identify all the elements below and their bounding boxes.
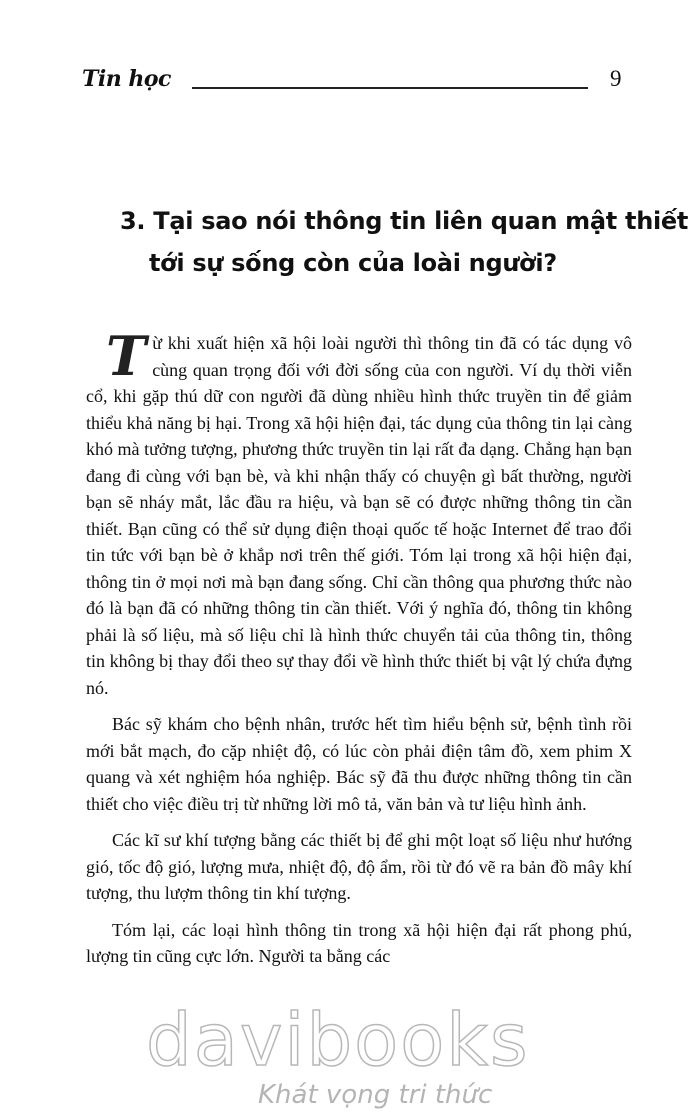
paragraph-2: Bác sỹ khám cho bệnh nhân, trước hết tìm hiểu bệnh sử, bệnh tình rồi mới bắt mạch, đo cặp nhiệt độ, có lúc còn phải điện tâm đồ, xem phim X quang và xét nghiệm hóa nghiệp. Bác sỹ đã thu được những thông tin cần thiết cho việc điều trị từ những lời mô tả, văn bản và tư liệu hình ảnh. [86, 714, 632, 814]
paragraph-1-text: ừ khi xuất hiện xã hội loài người thì thông tin đã có tác dụng vô cùng quan trọng đối với đời sống của con người. Ví dụ thời viễn cổ, khi gặp thú dữ con người đã dùng nhiều hình thức truyền tin để giảm thiểu khả năng bị hại. Trong xã hội hiện đại, tác dụng của thông tin lại càng khó mà tưởng tượng, phương thức truyền tin lại rất đa dạng. Chẳng hạn bạn đang đi cùng với bạn bè, và khi nhận thấy có chuyện gì bất thường, người bạn sẽ nháy mắt, lắc đầu ra hiệu, và bạn sẽ có được những thông tin cần thiết. Bạn cũng có thể sử dụng điện thoại quốc tế hoặc Internet để trao đổi tin tức với bạn bè ở khắp nơi trên thế giới. Tóm lại trong xã hội hiện đại, thông tin ở mọi nơi mà bạn đang sống. Chỉ cần thông qua phương thức nào đó là bạn đã có những thông tin cần thiết. Với ý nghĩa đó, thông tin không phải là số liệu, mà số liệu chỉ là hình thức chuyển tải của thông tin, thông tin không bị thay đổi theo sự thay đổi về hình thức thiết bị vật lý chứa đựng nó. [86, 333, 632, 698]
header-rule [192, 87, 588, 89]
chapter-title-line-2: tới sự sống còn của loài người? [149, 249, 557, 277]
watermark-logo: davibooks [146, 998, 530, 1082]
drop-cap: T [106, 324, 147, 388]
watermark-tagline: Khát vọng tri thức [258, 1080, 493, 1110]
chapter-title [120, 200, 689, 284]
chapter-title-line-1: 3. Tại sao nói thông tin liên quan mật thiết [120, 207, 689, 235]
body-text [86, 324, 632, 980]
paragraph-1 [86, 324, 632, 701]
page-number: 9 [610, 66, 622, 91]
watermark [0, 998, 700, 1119]
paragraph-3: Các kĩ sư khí tượng bằng các thiết bị để ghi một loạt số liệu như hướng gió, tốc độ gió, lượng mưa, nhiệt độ, độ ẩm, rồi từ đó vẽ ra bản đồ mây khí tượng, thu lượm thông tin khí tượng. [86, 830, 632, 903]
paragraph-4: Tóm lại, các loại hình thông tin trong xã hội hiện đại rất phong phú, lượng tin cũng cực lớn. Người ta bằng các [86, 919, 632, 966]
section-name: Tin học [82, 66, 171, 92]
running-header [82, 66, 642, 106]
